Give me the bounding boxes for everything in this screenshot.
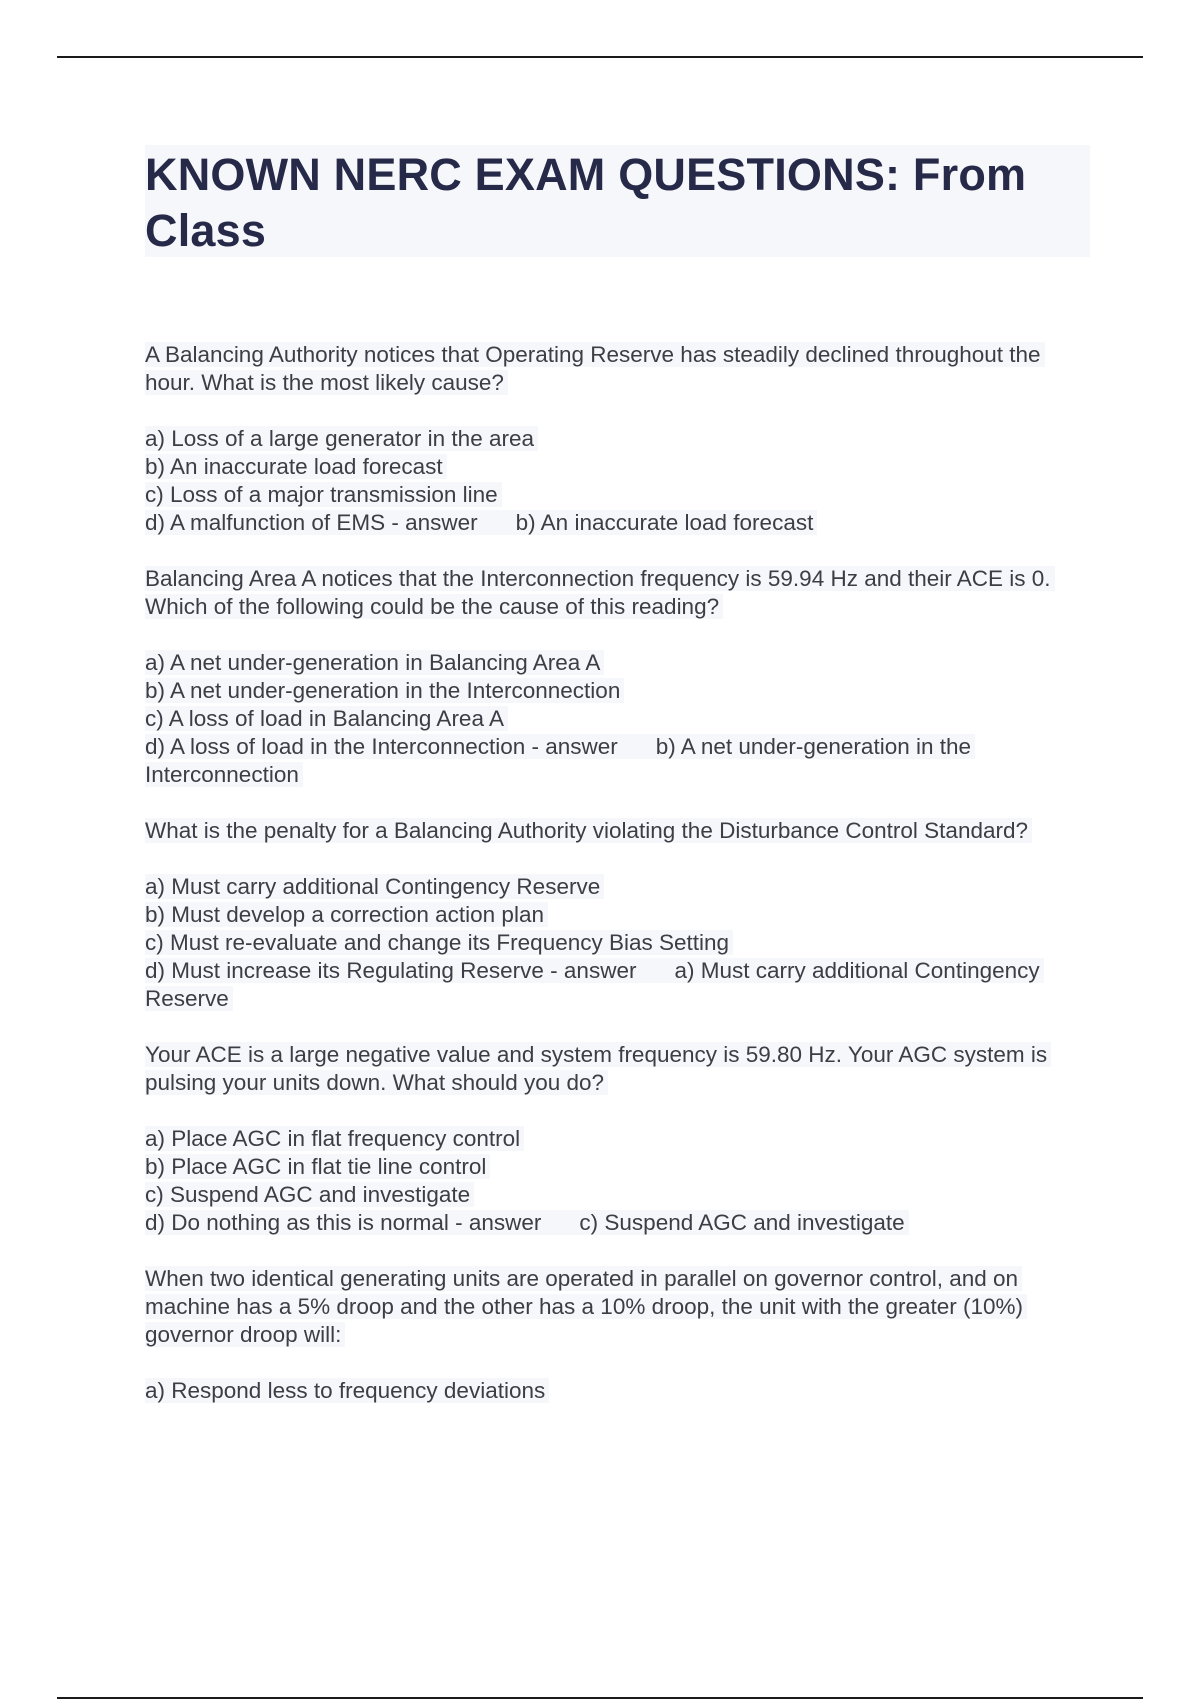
page-title: KNOWN NERC EXAM QUESTIONS: From Class bbox=[145, 145, 1090, 257]
option-a: a) Respond less to frequency deviations bbox=[145, 1377, 1090, 1405]
option-a: a) Place AGC in flat frequency control bbox=[145, 1125, 1090, 1153]
option-d-with-answer bbox=[145, 1209, 1090, 1237]
option-d: d) A loss of load in the Interconnection - answer bbox=[145, 734, 618, 759]
option-d: d) A malfunction of EMS - answer bbox=[145, 510, 478, 535]
option-d-with-answer bbox=[145, 957, 1090, 1013]
question-block-1 bbox=[145, 341, 1090, 537]
option-c: c) Must re-evaluate and change its Frequency Bias Setting bbox=[145, 929, 1090, 957]
top-rule bbox=[57, 56, 1143, 58]
option-b: b) Place AGC in flat tie line control bbox=[145, 1153, 1090, 1181]
question-text: Your ACE is a large negative value and system frequency is 59.80 Hz. Your AGC system is pulsing your units down. What should you do? bbox=[145, 1041, 1090, 1097]
option-a: a) Loss of a large generator in the area bbox=[145, 425, 1090, 453]
question-text: Balancing Area A notices that the Interconnection frequency is 59.94 Hz and their ACE is 0. Which of the following could be the cause of this reading? bbox=[145, 565, 1090, 621]
question-text: When two identical generating units are operated in parallel on governor control, and on machine has a 5% droop and the other has a 10% droop, the unit with the greater (10%) governor droop will: bbox=[145, 1265, 1090, 1349]
option-a: a) A net under-generation in Balancing Area A bbox=[145, 649, 1090, 677]
option-d: d) Do nothing as this is normal - answer bbox=[145, 1210, 542, 1235]
option-b: b) An inaccurate load forecast bbox=[145, 453, 1090, 481]
option-b: b) Must develop a correction action plan bbox=[145, 901, 1090, 929]
option-d-with-answer bbox=[145, 509, 1090, 537]
question-text: A Balancing Authority notices that Operating Reserve has steadily declined throughout the hour. What is the most likely cause? bbox=[145, 341, 1090, 397]
bottom-rule bbox=[57, 1697, 1143, 1699]
answer-text: a) Must carry additional Contingency Reserve bbox=[145, 958, 1040, 1011]
question-block-3 bbox=[145, 817, 1090, 1013]
document-content bbox=[145, 341, 1090, 1405]
option-c: c) Loss of a major transmission line bbox=[145, 481, 1090, 509]
document-page bbox=[145, 145, 1090, 1433]
option-c: c) A loss of load in Balancing Area A bbox=[145, 705, 1090, 733]
question-block-4 bbox=[145, 1041, 1090, 1237]
question-block-5 bbox=[145, 1265, 1090, 1405]
question-block-2 bbox=[145, 565, 1090, 789]
option-d: d) Must increase its Regulating Reserve - answer bbox=[145, 958, 637, 983]
option-b: b) A net under-generation in the Interconnection bbox=[145, 677, 1090, 705]
answer-text: b) A net under-generation in the Interconnection bbox=[145, 734, 972, 787]
option-d-with-answer bbox=[145, 733, 1090, 789]
answer-text: b) An inaccurate load forecast bbox=[515, 510, 814, 535]
answer-text: c) Suspend AGC and investigate bbox=[579, 1210, 905, 1235]
option-c: c) Suspend AGC and investigate bbox=[145, 1181, 1090, 1209]
option-a: a) Must carry additional Contingency Reserve bbox=[145, 873, 1090, 901]
question-text: What is the penalty for a Balancing Authority violating the Disturbance Control Standard? bbox=[145, 817, 1090, 845]
